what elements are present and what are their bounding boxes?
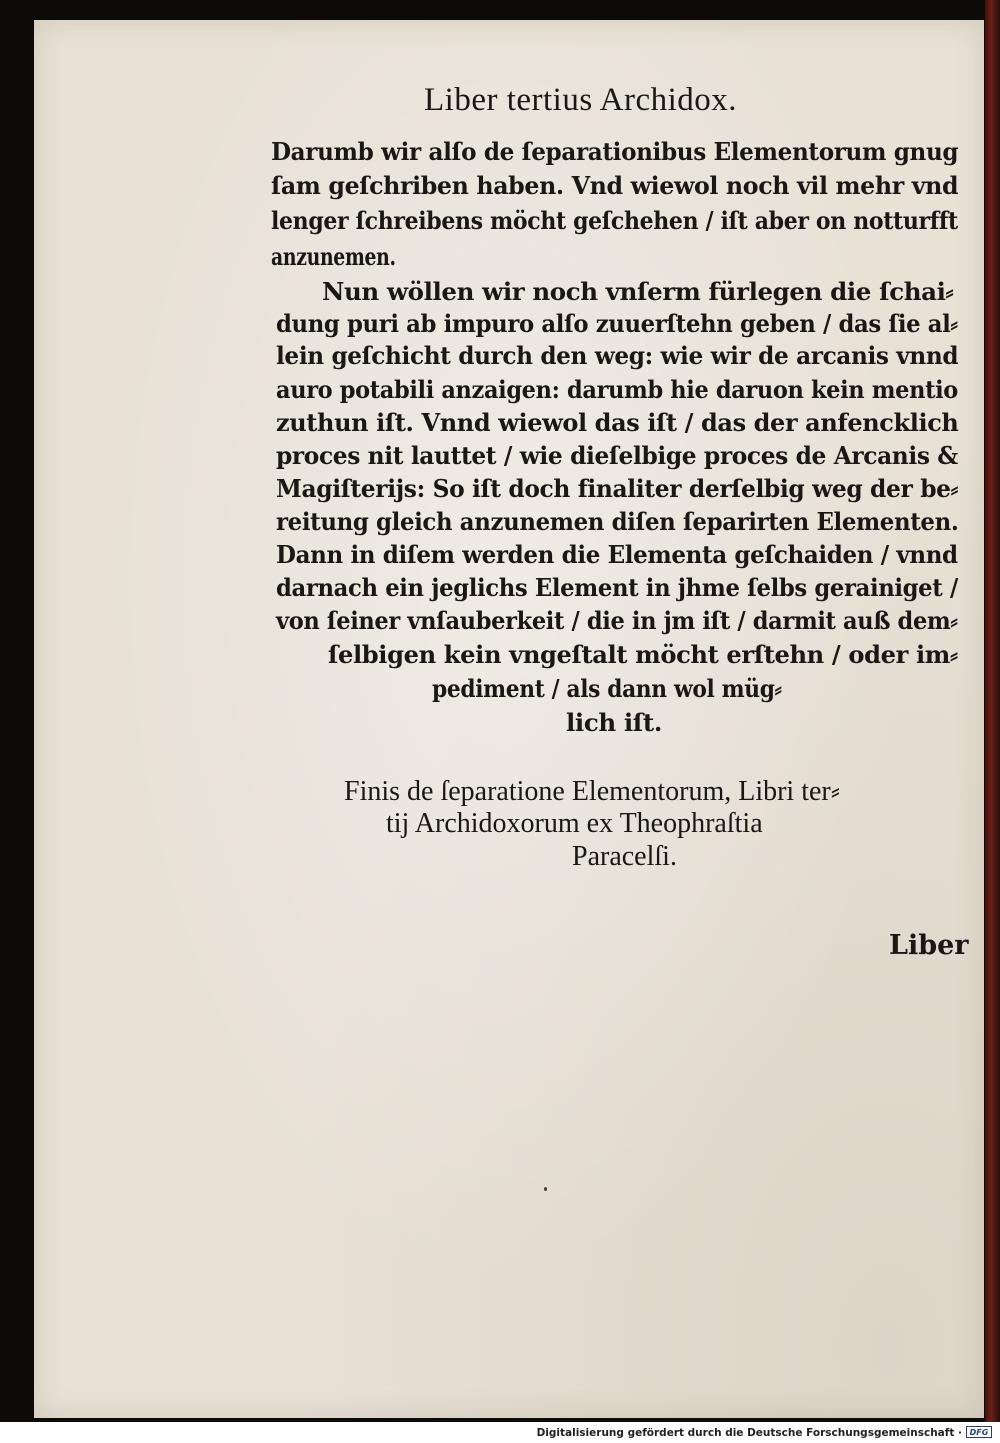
footer-credit: Digitalisierung gefördert durch die Deutsche Forschungsgemeinschaft ·: [536, 1427, 962, 1439]
body-line: pediment / als dann wol müg⸗: [432, 674, 782, 703]
body-line: Darumb wir alſo de ſeparationibus Elementorum gnug: [271, 137, 959, 166]
body-line: Nun wöllen wir noch vnſerm fürlegen die ſchai⸗: [322, 277, 954, 306]
body-line: darnach ein jeglichs Element in jhme ſelbs gerainiget /: [276, 573, 958, 602]
body-line: dung puri ab impuro alſo zuuerſtehn geben / das ſie al⸗: [276, 309, 958, 338]
body-line: ſelbigen kein vngeſtalt möcht erſtehn / oder im⸗: [328, 640, 958, 669]
body-line: von ſeiner vnſauberkeit / die in jm iſt / darmit auß dem⸗: [276, 606, 958, 635]
body-line: lein geſchicht durch den weg: wie wir de arcanis vnnd: [276, 341, 959, 370]
body-line: Magiſterijs: So iſt doch finaliter derſelbig weg der be⸗: [276, 474, 959, 503]
body-line: reitung gleich anzunemen diſen ſeparirten Elementen.: [276, 507, 959, 536]
body-line: auro potabili anzaigen: darumb hie daruon kein mentio: [276, 375, 958, 404]
body-line: proces nit lauttet / wie dieſelbige proces de Arcanis &: [276, 441, 958, 470]
body-line: anzunemen.: [271, 242, 396, 271]
colophon-line: Paracelſi.: [572, 841, 677, 872]
body-line: ſam geſchriben haben. Vnd wiewol noch vil mehr vnd: [271, 171, 959, 200]
body-line: lich iſt.: [566, 708, 662, 737]
catchword: Liber: [889, 930, 969, 961]
running-head: Liber tertius Archidox.: [424, 82, 738, 118]
dfg-logo-icon: DFG: [966, 1426, 992, 1438]
paper-speck: [544, 1187, 547, 1191]
colophon-line: Finis de ſeparatione Elementorum, Libri ter⸗: [344, 776, 841, 807]
body-line: lenger ſchreibens möcht geſchehen / iſt aber on notturfft: [271, 206, 958, 235]
colophon-line: tij Archidoxorum ex Theophraſtia: [386, 808, 763, 839]
binding-edge: [985, 0, 1000, 1422]
body-line: zuthun iſt. Vnnd wiewol das iſt / das der anfencklich: [276, 408, 959, 437]
body-line: Dann in diſem werden die Elementa geſchaiden / vnnd: [276, 540, 958, 569]
